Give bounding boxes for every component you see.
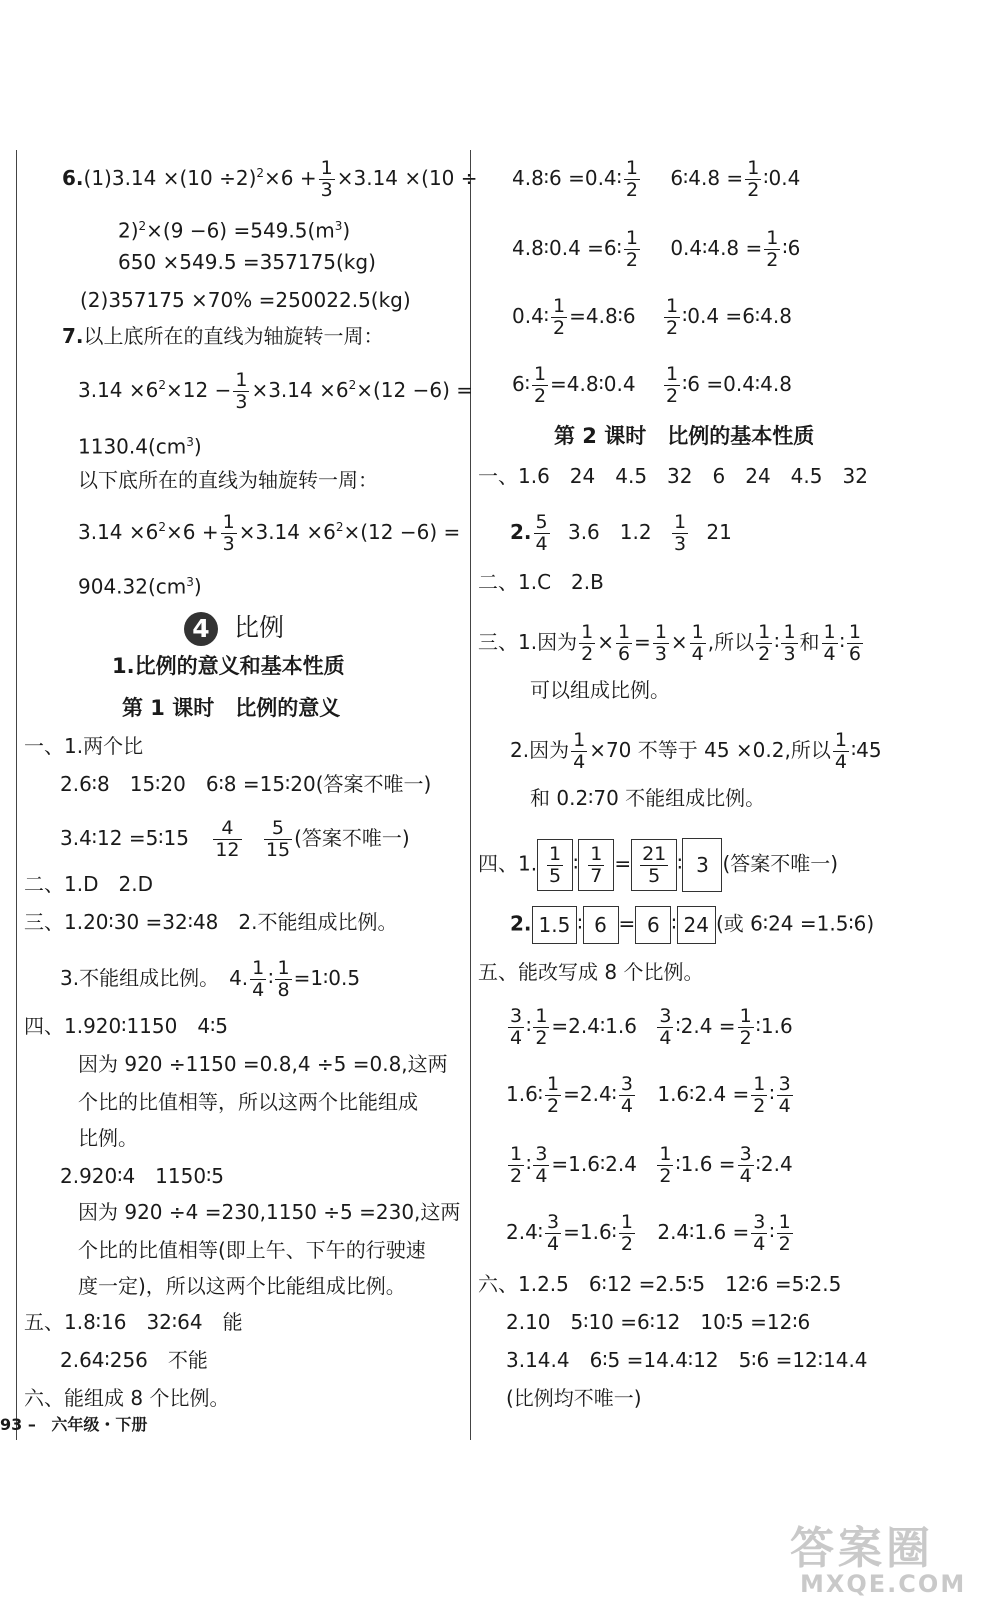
page-number: 93 –: [0, 1415, 36, 1434]
ratio-row: [506, 1074, 795, 1117]
ratio-text: 1.6∶2.4 =: [657, 1081, 750, 1106]
grade-label: 六年级・下册: [51, 1415, 148, 1434]
answer-box: [578, 839, 614, 892]
fraction: [275, 958, 291, 1001]
fraction: [571, 730, 587, 773]
answer-line: 二、1.D 2.D: [24, 872, 153, 896]
superscript: 2: [348, 378, 357, 393]
answer-text: ,所以: [707, 629, 755, 654]
answer-line: [510, 730, 882, 773]
fraction: [664, 364, 680, 407]
numerator: 1: [235, 369, 248, 391]
unit-title: 比例: [234, 613, 285, 642]
watermark-text: 答案圈: [790, 1523, 934, 1574]
numerator: 1: [620, 1211, 633, 1233]
q7-result2: [78, 568, 202, 601]
numerator: 1: [778, 1211, 791, 1233]
fraction: [690, 622, 706, 665]
denominator: 2: [758, 642, 771, 665]
answer-line: 五、1.8∶16 32∶64 能: [24, 1310, 243, 1334]
q7-eq1: [78, 370, 473, 413]
denominator: 2: [553, 316, 566, 339]
eq-text: ×(12 −6) =: [356, 377, 473, 402]
denominator: 4: [823, 642, 836, 665]
superscript: 2: [256, 166, 265, 181]
numerator: 1: [252, 957, 265, 979]
eq-text: ×12 −: [166, 377, 232, 402]
denominator: 2: [625, 248, 638, 271]
numerator: 3: [778, 1073, 791, 1095]
fraction: [847, 622, 863, 665]
answer-line: 2.920∶4 1150∶5: [60, 1164, 225, 1188]
eq-text: ×3.14 ×6: [238, 519, 336, 544]
ratio-text: 0.4∶4.8 =: [670, 235, 763, 260]
eq-text: 3.14 ×6: [78, 377, 159, 402]
operator: ∶: [839, 629, 845, 654]
answer-text: 21: [706, 519, 732, 544]
column-divider: [470, 150, 471, 1440]
ratio-text: ∶2.4 =: [675, 1013, 736, 1038]
fraction: [213, 818, 241, 861]
numerator: 1: [654, 621, 667, 643]
fraction: [657, 1006, 673, 1049]
denominator: 8: [277, 978, 290, 1001]
numerator: 1: [739, 1005, 752, 1027]
numerator: 1: [590, 842, 603, 865]
ratio-text: 6∶4.8 =: [670, 165, 744, 190]
denominator: 4: [547, 1232, 560, 1255]
ratio-text: ∶6 =0.4∶4.8: [682, 371, 792, 396]
answer-box: 3: [682, 838, 722, 892]
ratio-row: [512, 228, 800, 271]
eq-text: 3.14 ×6: [78, 519, 159, 544]
denominator: 3: [222, 532, 235, 555]
denominator: 5: [549, 864, 562, 887]
answer-line: 四、1.920∶1150 4∶5: [24, 1014, 229, 1038]
superscript: 3: [186, 575, 194, 589]
superscript: 2: [335, 520, 344, 535]
numerator: 1: [665, 363, 679, 385]
numerator: 1: [222, 511, 235, 533]
colon: ∶: [577, 911, 583, 936]
eq-text: 904.32(cm: [78, 574, 187, 599]
ratio-text: 4.8∶6 =0.4∶: [512, 165, 622, 190]
denominator: 2: [753, 1094, 766, 1117]
fraction: [745, 158, 761, 201]
numerator: 3: [753, 1211, 766, 1233]
numerator: 1: [848, 621, 861, 643]
fraction: [221, 512, 237, 555]
numerator: 3: [620, 1073, 633, 1095]
numerator: 1: [581, 621, 594, 643]
denominator: 4: [620, 1094, 633, 1117]
numerator: 1: [673, 511, 687, 533]
fraction: [579, 622, 595, 665]
q6-line2: [118, 212, 350, 245]
operator: ×: [597, 629, 614, 654]
fraction: [781, 622, 797, 665]
fraction: [508, 1144, 524, 1187]
answer-box: [537, 839, 573, 892]
denominator: 4: [252, 978, 265, 1001]
fraction: [756, 622, 772, 665]
denominator: 2: [766, 248, 779, 271]
fraction: [551, 296, 567, 339]
answer-line: 二、1.C 2.B: [478, 570, 604, 594]
q6-text: ×3.14 ×(10 ÷: [336, 165, 478, 190]
fraction: [672, 512, 688, 555]
denominator: 2: [625, 178, 638, 201]
denominator: 12: [215, 838, 240, 861]
answer-text: =1∶0.5: [293, 965, 361, 990]
answer-line: 度一定)，所以这两个比能组成比例。: [78, 1274, 406, 1298]
denominator: 2: [535, 1026, 548, 1049]
numerator: 1: [533, 363, 547, 385]
fraction: [545, 1212, 561, 1255]
fraction: [547, 844, 563, 887]
numerator: 4: [213, 818, 241, 840]
answer-box: 6: [635, 906, 671, 944]
fraction: [657, 1144, 673, 1187]
numerator: 1: [320, 157, 333, 179]
ratio-row: [512, 158, 800, 201]
left-margin-rule: [16, 150, 17, 1440]
ratio-text: =1.6∶: [563, 1219, 617, 1244]
denominator: 15: [265, 838, 291, 861]
numerator: 1: [535, 1005, 548, 1027]
answer-line: 一、1.6 24 4.5 32 6 24 4.5 32: [478, 464, 868, 488]
lesson-title: 第 2 课时 比例的基本性质: [554, 424, 815, 448]
answer-text: 三、1.因为: [478, 629, 578, 654]
q6-line4: (2)357175 ×70% =250022.5(kg): [80, 288, 411, 312]
fraction: [545, 1074, 561, 1117]
superscript: 2: [138, 219, 147, 233]
ratio-row: [512, 364, 792, 407]
q7-text: 以上底所在的直线为轴旋转一周：: [83, 324, 384, 348]
answer-text: 2.: [510, 519, 532, 544]
numerator: 5: [535, 511, 548, 533]
denominator: 4: [535, 1164, 548, 1187]
denominator: 4: [834, 750, 847, 773]
denominator: 2: [620, 1232, 633, 1255]
fraction: [588, 844, 604, 887]
answer-line: [510, 906, 874, 944]
numerator: 21: [642, 842, 667, 865]
answer-line: 因为 920 ÷4 =230,1150 ÷5 =230,这两: [78, 1200, 461, 1224]
numerator: 1: [834, 729, 847, 751]
fraction: [777, 1212, 793, 1255]
ratio-text: =4.8∶0.4: [550, 371, 636, 396]
denominator: 2: [665, 384, 679, 407]
answer-line: 和 0.2∶70 不能组成比例。: [530, 786, 766, 810]
fraction: [664, 296, 680, 339]
ratio-text: ∶1.6: [755, 1013, 793, 1038]
page-footer: [0, 1412, 147, 1435]
fraction: [250, 958, 266, 1001]
denominator: 4: [510, 1026, 523, 1049]
answer-line: 一、1.两个比: [24, 734, 144, 758]
numerator: 1: [753, 1073, 766, 1095]
fraction: [833, 730, 849, 773]
fraction: [640, 844, 668, 887]
fraction: [264, 818, 292, 861]
watermark-logo: [790, 1512, 980, 1608]
answer-text: (答案不唯一): [294, 825, 410, 850]
fraction: [319, 158, 335, 201]
superscript: 2: [158, 520, 167, 535]
ratio-text: 2.4∶: [506, 1219, 544, 1244]
colon: ∶: [268, 965, 274, 990]
numerator: 1: [617, 621, 631, 643]
denominator: 4: [573, 750, 586, 773]
colon: ∶: [769, 1219, 775, 1244]
answer-line: 五、能改写成 8 个比例。: [478, 960, 704, 984]
eq-text: ×3.14 ×6: [251, 377, 349, 402]
answer-line: 个比的比值相等(即上午、下午的行驶速: [78, 1238, 426, 1262]
answer-text: 3.4∶12 =5∶15: [60, 825, 189, 850]
answer-line: [60, 958, 360, 1001]
denominator: 7: [590, 864, 603, 887]
numerator: 1: [691, 621, 704, 643]
ratio-text: 0.4∶: [512, 303, 550, 328]
fraction: [533, 1144, 549, 1187]
answer-text: 3.不能组成比例。 4.: [60, 965, 249, 990]
numerator: 3: [659, 1005, 672, 1027]
ratio-row: [506, 1212, 795, 1255]
numerator: 3: [510, 1005, 523, 1027]
ratio-text: 6∶: [512, 371, 530, 396]
q7-line1: [62, 322, 384, 350]
denominator: 3: [235, 390, 248, 413]
fraction: [616, 622, 632, 665]
operator: ∶: [774, 629, 780, 654]
answer-line: [478, 838, 838, 892]
fraction: [533, 1006, 549, 1049]
equals: =: [614, 851, 632, 876]
answer-line: 个比的比值相等，所以这两个比能组成: [78, 1090, 418, 1114]
answer-text: ×70 不等于 45 ×0.2,所以: [589, 737, 831, 762]
answer-line: 三、1.20∶30 =32∶48 2.不能组成比例。: [24, 910, 398, 934]
fraction: [764, 228, 780, 271]
eq-text: ×6 +: [166, 519, 219, 544]
ratio-text: ∶1.6 =: [675, 1151, 736, 1176]
answer-box: [631, 839, 677, 892]
answer-text: 四、1.: [478, 851, 538, 876]
denominator: 2: [659, 1164, 672, 1187]
fraction: [532, 364, 548, 407]
fraction: [624, 228, 640, 271]
fraction: [619, 1212, 635, 1255]
denominator: 3: [783, 642, 796, 665]
denominator: 6: [848, 642, 861, 665]
answer-line: 2.6∶8 15∶20 6∶8 =15∶20(答案不唯一): [60, 772, 432, 796]
numerator: 3: [547, 1211, 560, 1233]
denominator: 4: [691, 642, 704, 665]
numerator: 1: [510, 1143, 523, 1165]
ratio-text: ∶2.4: [755, 1151, 793, 1176]
q7-eq2: [78, 512, 460, 555]
denominator: 4: [739, 1164, 752, 1187]
numerator: 1: [547, 1073, 560, 1095]
ratio-text: =2.4∶: [563, 1081, 617, 1106]
answer-text: 2.: [510, 911, 532, 936]
answer-line: 因为 920 ÷1150 =0.8,4 ÷5 =0.8,这两: [78, 1052, 448, 1076]
denominator: 6: [617, 642, 631, 665]
answer-line: 3.14.4 6∶5 =14.4∶12 5∶6 =12∶14.4: [506, 1348, 868, 1372]
ratio-text: 2.4∶1.6 =: [657, 1219, 750, 1244]
colon: ∶: [526, 1013, 532, 1038]
fraction: [822, 622, 838, 665]
answer-line: 可以组成比例。: [530, 678, 670, 702]
eq-text: ): [193, 434, 202, 459]
numerator: 1: [766, 227, 779, 249]
answer-line: [60, 818, 410, 861]
ratio-text: =1.6∶2.4: [551, 1151, 637, 1176]
denominator: 2: [665, 316, 679, 339]
fraction: [619, 1074, 635, 1117]
numerator: 1: [758, 621, 771, 643]
numerator: 3: [535, 1143, 548, 1165]
numerator: 5: [264, 818, 292, 840]
denominator: 3: [654, 642, 667, 665]
unit-number-badge: 4: [184, 612, 218, 646]
denominator: 2: [747, 178, 760, 201]
operator: =: [634, 629, 651, 654]
ratio-row: [506, 1006, 793, 1049]
fraction: [624, 158, 640, 201]
q6-text: 2): [118, 218, 139, 243]
q6-line1: [62, 158, 478, 201]
denominator: 2: [533, 384, 547, 407]
lesson-title: 第 1 课时 比例的意义: [122, 696, 341, 720]
answer-text: (答案不唯一): [722, 851, 839, 876]
denominator: 3: [673, 532, 687, 555]
colon: ∶: [526, 1151, 532, 1176]
q6-line3: 650 ×549.5 =357175(kg): [118, 250, 376, 274]
ratio-text: ∶6: [782, 235, 801, 260]
ratio-text: 1.6∶: [506, 1081, 544, 1106]
ratio-text: ∶0.4 =6∶4.8: [682, 303, 792, 328]
numerator: 1: [659, 1143, 672, 1165]
numerator: 1: [747, 157, 760, 179]
denominator: 2: [778, 1232, 791, 1255]
answer-line: 2.64∶256 不能: [60, 1348, 208, 1372]
answer-line: 2.10 5∶10 =6∶12 10∶5 =12∶6: [506, 1310, 811, 1334]
eq-text: 1130.4(cm: [78, 434, 187, 459]
denominator: 2: [510, 1164, 523, 1187]
answer-box: 1.5: [532, 906, 578, 944]
denominator: 5: [648, 864, 661, 887]
superscript: 3: [186, 435, 194, 449]
answer-line: 比例。: [78, 1126, 138, 1150]
fraction: [534, 512, 550, 555]
numerator: 1: [553, 295, 566, 317]
q6-text: (1)3.14 ×(10 ÷2): [83, 165, 257, 190]
fraction: [508, 1006, 524, 1049]
numerator: 1: [549, 842, 562, 865]
fraction: [751, 1212, 767, 1255]
answer-text: 2.因为: [510, 737, 570, 762]
fraction: [233, 370, 249, 413]
answer-line: (比例均不唯一): [506, 1386, 642, 1410]
fraction: [777, 1074, 793, 1117]
denominator: 2: [581, 642, 594, 665]
denominator: 4: [753, 1232, 766, 1255]
ratio-text: ∶0.4: [763, 165, 801, 190]
colon: ∶: [671, 911, 677, 936]
section-title: 1.比例的意义和基本性质: [112, 654, 345, 678]
q6-label: 6.: [62, 165, 84, 190]
q6-text: ×(9 −6) =549.5(m: [146, 218, 335, 243]
denominator: 2: [547, 1094, 560, 1117]
q6-text: ): [342, 218, 351, 243]
q7-result1: [78, 428, 202, 461]
answer-box: 6: [583, 906, 619, 944]
numerator: 1: [665, 295, 679, 317]
numerator: 1: [625, 157, 638, 179]
fraction: [751, 1074, 767, 1117]
denominator: 2: [739, 1026, 752, 1049]
eq-text: ×(12 −6) =: [343, 519, 461, 544]
colon: ∶: [677, 851, 683, 876]
fraction: [738, 1006, 754, 1049]
q7-label: 7.: [62, 324, 84, 348]
numerator: 1: [277, 957, 290, 979]
answer-text: (或 6∶24 =1.5∶6): [715, 911, 875, 936]
watermark-url: MXQE.COM: [800, 1570, 967, 1598]
numerator: 3: [739, 1143, 752, 1165]
answer-line: 六、能组成 8 个比例。: [24, 1386, 230, 1410]
numerator: 1: [823, 621, 836, 643]
colon: ∶: [769, 1081, 775, 1106]
fraction: [653, 622, 669, 665]
q6-text: ×6 +: [264, 165, 317, 190]
denominator: 4: [659, 1026, 672, 1049]
denominator: 4: [535, 532, 548, 555]
answer-box: 24: [677, 906, 716, 944]
colon: ∶: [573, 851, 579, 876]
eq-text: ): [193, 574, 202, 599]
answer-line: [510, 512, 732, 555]
equals: =: [618, 911, 636, 936]
denominator: 3: [320, 178, 333, 201]
ratio-text: 4.8∶0.4 =6∶: [512, 235, 622, 260]
answer-text: 和: [799, 629, 820, 654]
operator: ×: [670, 629, 688, 654]
superscript: 3: [334, 219, 343, 233]
answer-line: 六、1.2.5 6∶12 =2.5∶5 12∶6 =5∶2.5: [478, 1272, 842, 1296]
numerator: 1: [783, 621, 796, 643]
denominator: 4: [778, 1094, 791, 1117]
answer-text: 3.6 1.2: [567, 519, 652, 544]
ratio-row: [506, 1144, 793, 1187]
ratio-text: =4.8∶6: [569, 303, 636, 328]
unit-heading: [184, 608, 284, 648]
ratio-text: =2.4∶1.6: [551, 1013, 637, 1038]
q7-line2: 以下底所在的直线为轴旋转一周：: [78, 468, 378, 492]
answer-text: ∶45: [850, 737, 882, 762]
answer-line: [478, 622, 865, 665]
fraction: [738, 1144, 754, 1187]
ratio-row: [512, 296, 792, 339]
superscript: 2: [158, 378, 167, 393]
numerator: 1: [573, 729, 586, 751]
numerator: 1: [625, 227, 638, 249]
